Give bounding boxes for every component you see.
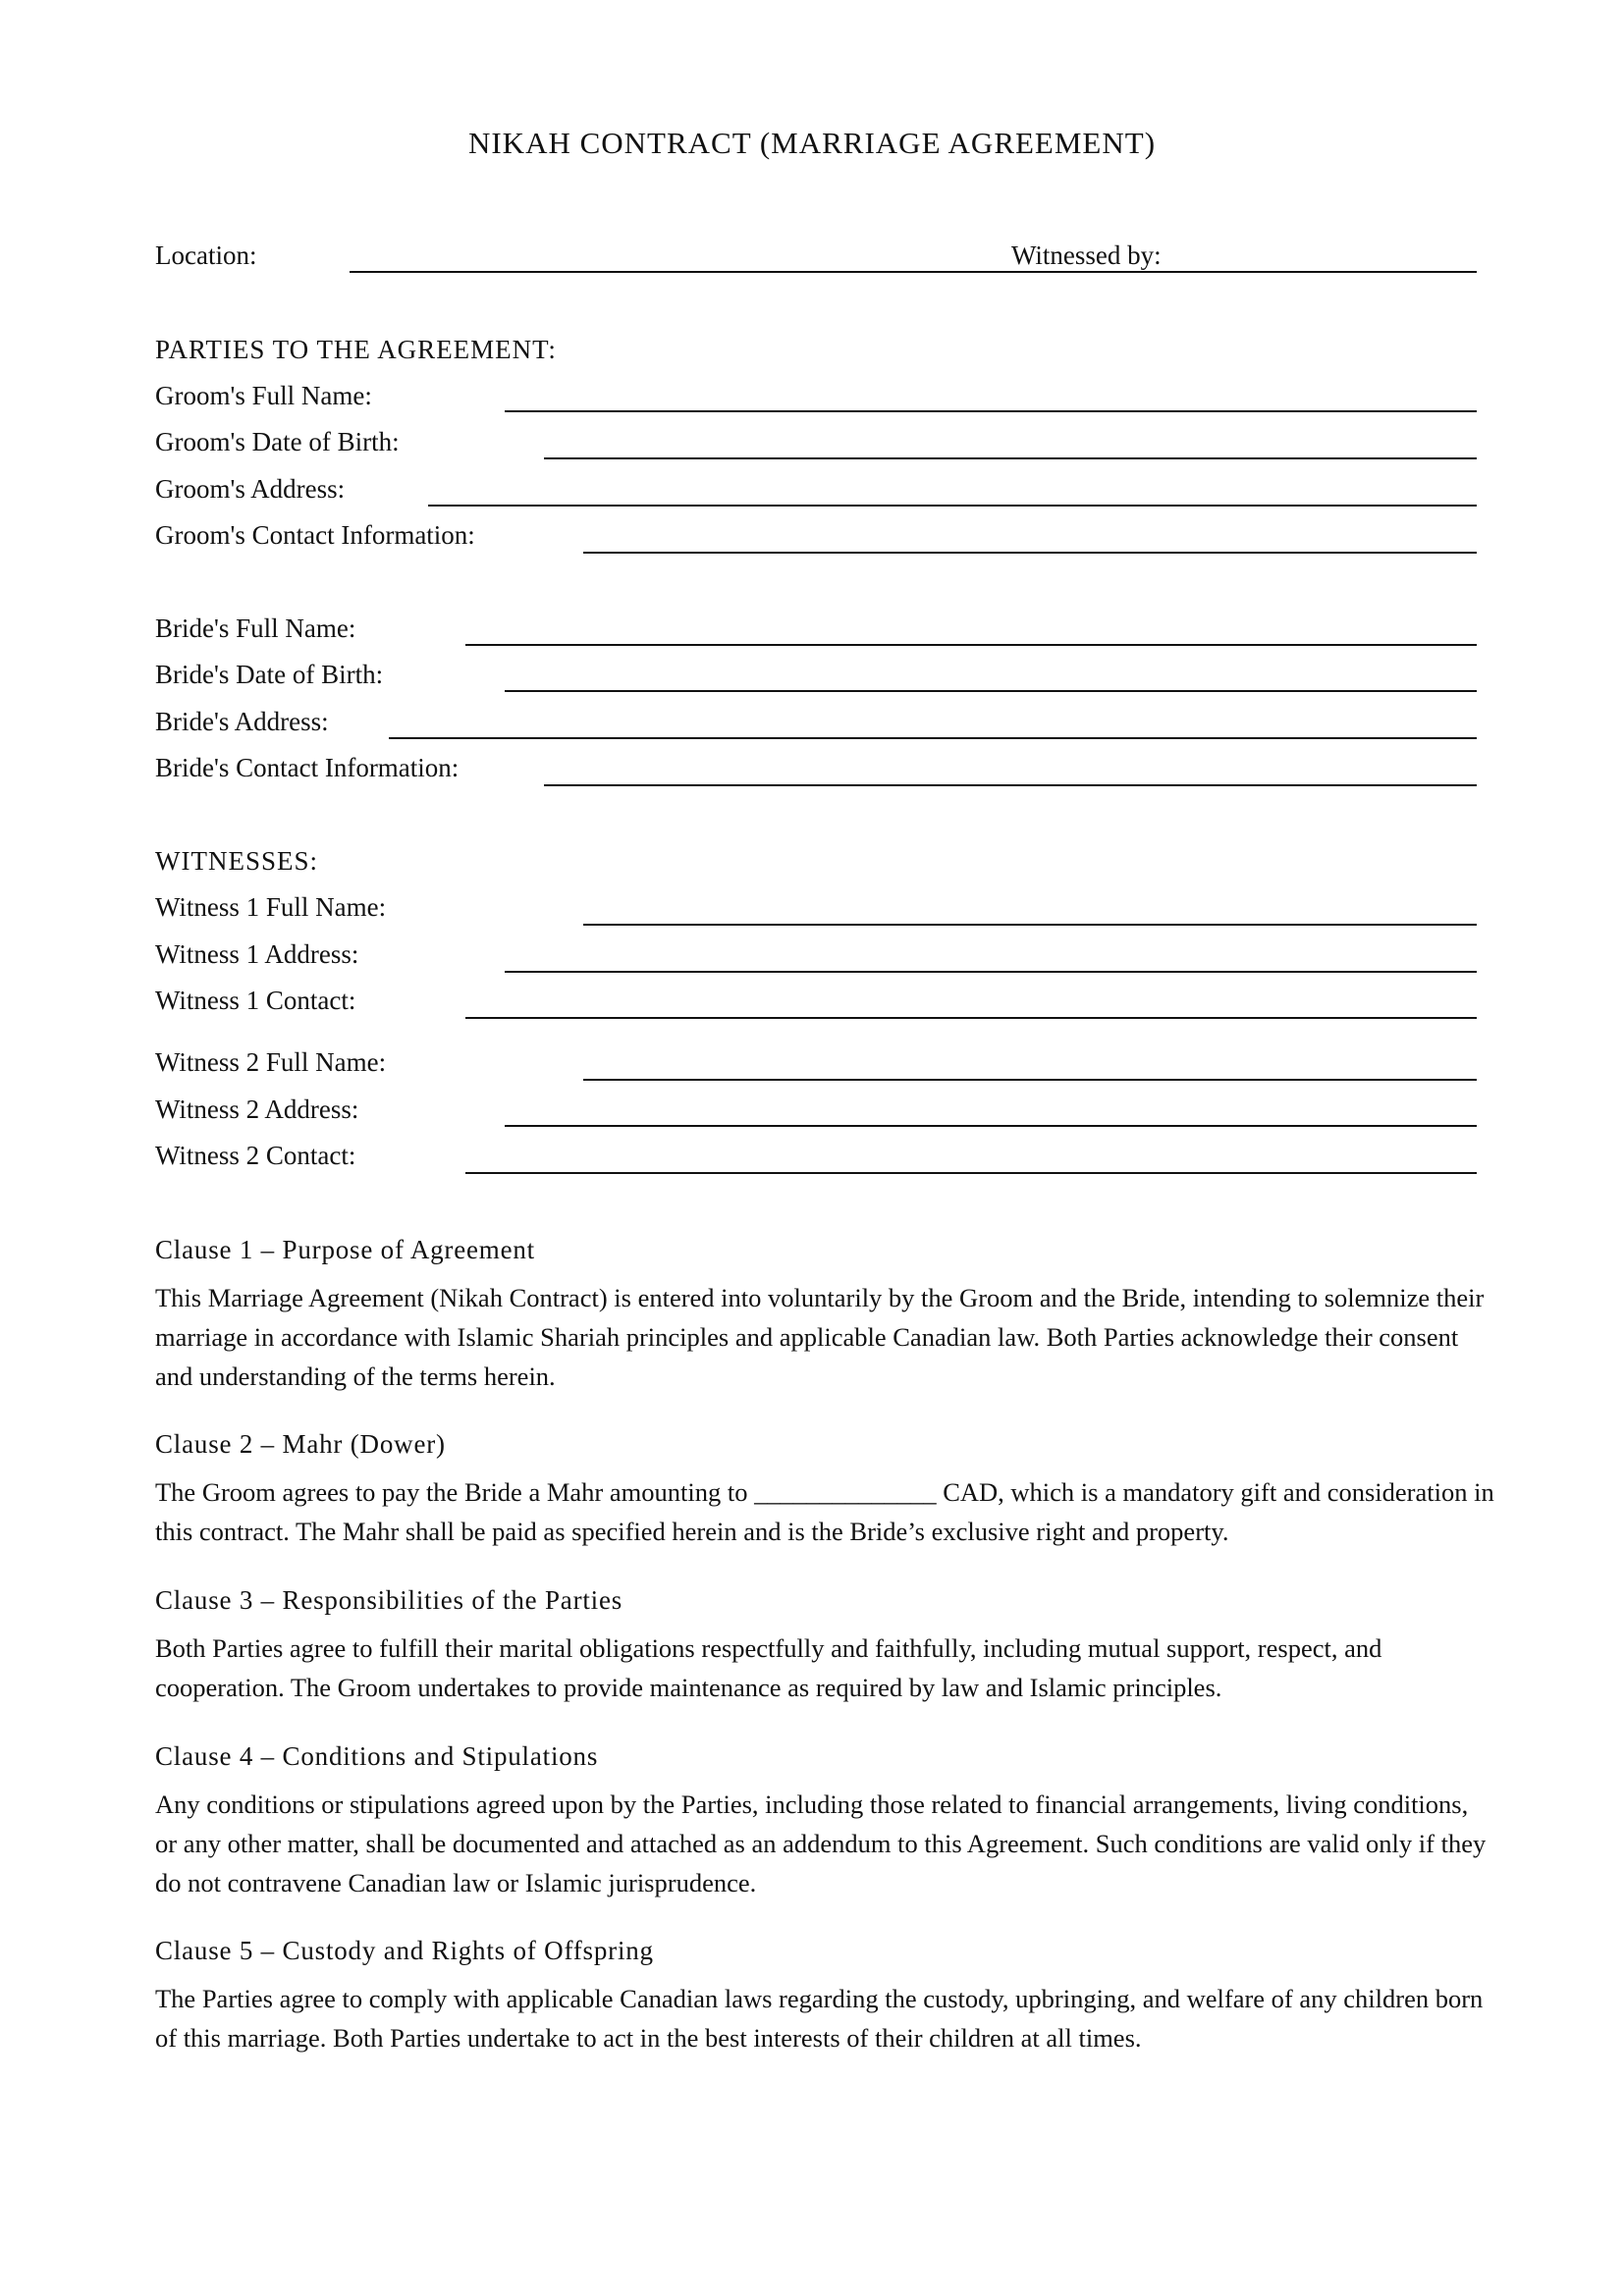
bride-full-name-line[interactable] bbox=[465, 644, 1477, 646]
groom-full-name-line[interactable] bbox=[505, 410, 1477, 412]
groom-address-label: Groom's Address: bbox=[155, 474, 346, 504]
witness-1-address-label: Witness 1 Address: bbox=[155, 939, 359, 969]
groom-address-line[interactable] bbox=[428, 505, 1477, 507]
bride-contact-label: Bride's Contact Information: bbox=[155, 753, 460, 782]
witness-1-full-name-line[interactable] bbox=[583, 924, 1477, 926]
witness-1-contact-label: Witness 1 Contact: bbox=[155, 986, 356, 1015]
groom-contact-label: Groom's Contact Information: bbox=[155, 520, 475, 550]
clause-4-body: Any conditions or stipulations agreed upon by the Parties, including those related to financial arrangements, living conditions, or any other matter, shall be documented and attached as an addendum to this Agreement. Such conditions are valid only if they do not contravene Canadian law or Islamic jurisprudence. bbox=[155, 1789, 1487, 1897]
witness-2-full-name-label: Witness 2 Full Name: bbox=[155, 1047, 387, 1077]
clause-4-title: Clause 4 – Conditions and Stipulations bbox=[155, 1741, 599, 1771]
clause-2-body: The Groom agrees to pay the Bride a Mahr amounting to ______________ CAD, which is a mandatory gift and consideration in this contract. The Mahr shall be paid as specified herein and is the Bride’s exclusive right and property. bbox=[155, 1477, 1494, 1546]
witnessed-by-label: Witnessed by: bbox=[1011, 240, 1162, 270]
clause-3-body: Both Parties agree to fulfill their marital obligations respectfully and faithfully, including mutual support, respect, and cooperation. The Groom undertakes to provide maintenance as required by law and Islamic principles. bbox=[155, 1633, 1382, 1702]
document-title: NIKAH CONTRACT (MARRIAGE AGREEMENT) bbox=[467, 126, 1157, 160]
clause-1-title: Clause 1 – Purpose of Agreement bbox=[155, 1235, 535, 1264]
bride-contact-line[interactable] bbox=[544, 784, 1477, 786]
bride-dob-line[interactable] bbox=[505, 690, 1477, 692]
groom-full-name-label: Groom's Full Name: bbox=[155, 381, 372, 410]
clause-2-title: Clause 2 – Mahr (Dower) bbox=[155, 1429, 446, 1459]
clause-1-body: This Marriage Agreement (Nikah Contract) is entered into voluntarily by the Groom and the Bride, intending to solemnize their marriage in accordance with Islamic Shariah principles and applicable Canadian law. Both Parties acknowledge their consent and understanding of the terms herein. bbox=[155, 1283, 1485, 1391]
witness-1-address-line[interactable] bbox=[505, 971, 1477, 973]
bride-address-line[interactable] bbox=[389, 737, 1477, 739]
groom-contact-line[interactable] bbox=[583, 552, 1477, 554]
groom-dob-line[interactable] bbox=[544, 457, 1477, 459]
parties-heading: PARTIES TO THE AGREEMENT: bbox=[155, 335, 557, 364]
bride-dob-label: Bride's Date of Birth: bbox=[155, 660, 384, 689]
witness-1-contact-line[interactable] bbox=[465, 1017, 1477, 1019]
location-field-line[interactable] bbox=[350, 271, 1477, 273]
witness-1-full-name-label: Witness 1 Full Name: bbox=[155, 892, 387, 922]
clause-5-body: The Parties agree to comply with applicable Canadian laws regarding the custody, upbringing, and welfare of any children born of this marriage. Both Parties undertake to act in the best interests of their children at all times. bbox=[155, 1984, 1484, 2053]
bride-address-label: Bride's Address: bbox=[155, 707, 329, 736]
witness-2-contact-line[interactable] bbox=[465, 1172, 1477, 1174]
witness-2-full-name-line[interactable] bbox=[583, 1079, 1477, 1081]
clause-3-title: Clause 3 – Responsibilities of the Parties bbox=[155, 1585, 623, 1615]
bride-full-name-label: Bride's Full Name: bbox=[155, 614, 356, 643]
witness-2-address-label: Witness 2 Address: bbox=[155, 1095, 359, 1124]
groom-dob-label: Groom's Date of Birth: bbox=[155, 427, 400, 456]
location-label: Location: bbox=[155, 240, 257, 270]
witness-2-contact-label: Witness 2 Contact: bbox=[155, 1141, 356, 1170]
clause-5-title: Clause 5 – Custody and Rights of Offspring bbox=[155, 1936, 654, 1965]
witness-2-address-line[interactable] bbox=[505, 1125, 1477, 1127]
witnesses-heading: WITNESSES: bbox=[155, 846, 319, 876]
